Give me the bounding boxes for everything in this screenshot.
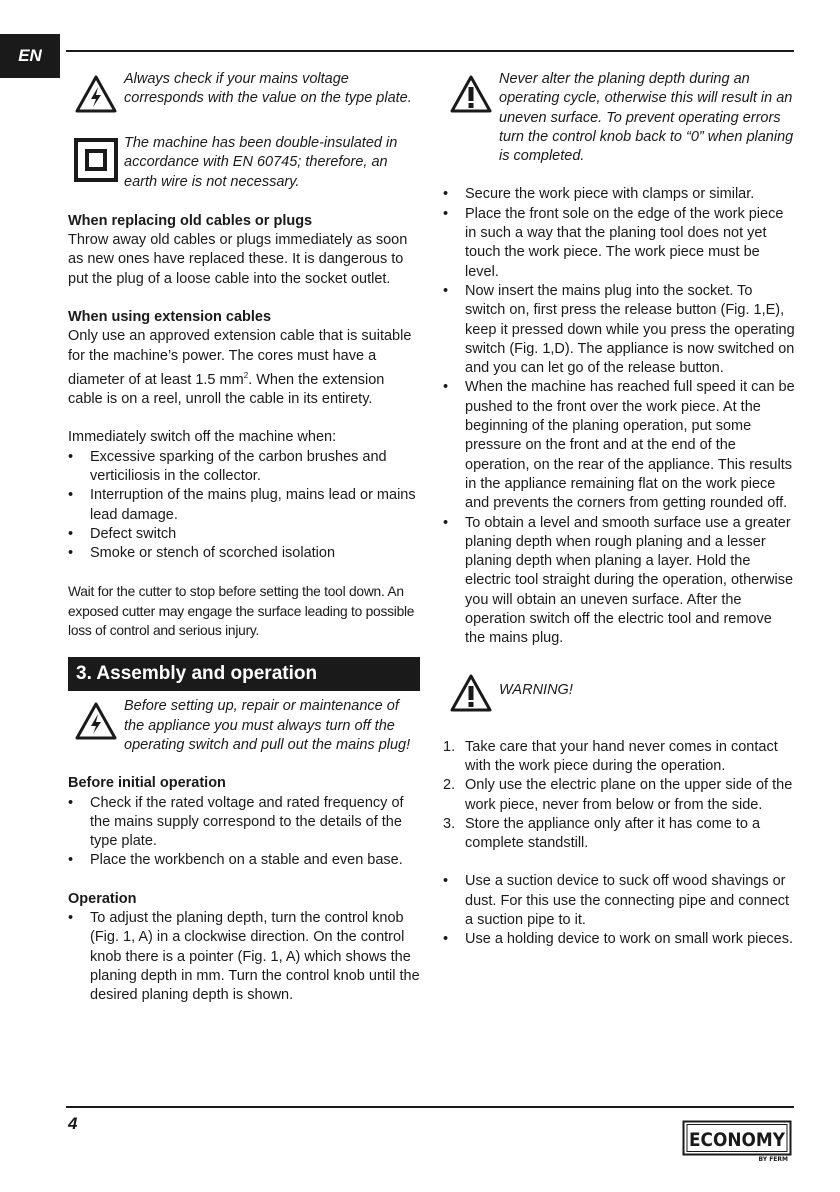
list-item: • Use a holding device to work on small work pieces. (443, 931, 794, 948)
left-column (68, 70, 420, 1006)
extension-text-part2: . When the extension cable is on a reel, unroll the cable in its entirety. (68, 371, 385, 408)
footer-rule (66, 1106, 794, 1108)
cutter-warning: Wait for the cutter to stop before setting the tool down. An exposed cutter may engage the surface leading to possible loss of control and serious injury. (68, 584, 415, 639)
logo-sub-text: BY FERM (758, 1156, 788, 1162)
list-item: • To adjust the planing depth, turn the control knob (Fig. 1, A) in a clockwise direction. On the control knob there is a pointer (Fig. 1, A) which shows the planing depth in mm. Turn the control knob until the desired planing depth is shown. (68, 910, 420, 1004)
right-column (443, 70, 795, 950)
list-item: 1. Take care that your hand never comes in contact with the work piece during the operation. (443, 738, 778, 774)
superscript: 2 (243, 370, 249, 380)
list-item: • Place the front sole on the edge of the work piece in such a way that the planing tool does not yet touch the work piece. The work piece must be level. (443, 205, 784, 280)
procedure-list (443, 185, 795, 648)
list-item: • Use a suction device to suck off wood shavings or dust. For this use the connecting pipe and connect a suction pipe to it. (443, 873, 790, 928)
list-item: 3. Store the appliance only after it has come to a complete standstill. (443, 815, 761, 852)
warning-label: WARNING! (499, 681, 573, 698)
double-insulation-note (68, 134, 420, 192)
maintenance-note-text: Before setting up, repair or maintenance of the appliance you must always turn off the operating switch and pull out the mains plug! (124, 698, 411, 753)
operation-list (68, 909, 420, 1005)
high-voltage-warning-icon (68, 70, 124, 114)
initial-operation-list (68, 794, 420, 871)
list-item: • Secure the work piece with clamps or similar. (443, 186, 755, 203)
double-insulation-text: The machine has been double-insulated in accordance with EN 60745; therefore, an earth wire is not necessary. (124, 135, 398, 190)
list-item: • Defect switch (68, 525, 177, 542)
extra-list (443, 872, 795, 949)
language-tab: EN (0, 34, 60, 78)
cables-heading: When replacing old cables or plugs (68, 212, 313, 229)
logo-main-text: ECONOMY (689, 1129, 786, 1151)
list-item: • Now insert the mains plug into the socket. To switch on, first press the release button (Fig. 1,E), keep it pressed down while you press the operating switch (Fig. 1,D). The appliance is now switched on and you can let go of the release button. (443, 282, 795, 377)
high-voltage-warning-icon (68, 697, 124, 741)
list-item: • To obtain a level and smooth surface use a greater planing depth when rough planing and a lesser planing depth when planing a layer. Hold the electric tool straight during the operation, otherwise you will obtain an uneven surface. After the operation switch off the electric tool and remove the mains plug. (443, 514, 794, 647)
list-item: • Check if the rated voltage and rated frequency of the mains supply correspond to the details of the type plate. (68, 794, 404, 850)
page-number: 4 (68, 1114, 78, 1133)
caution-exclamation-icon (443, 669, 499, 713)
section-title: 3. Assembly and operation (68, 657, 420, 691)
caution-exclamation-icon (443, 70, 499, 114)
voltage-note-text: Always check if your mains voltage corresponds with the value on the type plate. (124, 71, 412, 107)
economy-logo (682, 1120, 792, 1167)
warning-note (443, 669, 795, 713)
voltage-note (68, 70, 420, 114)
initial-operation-heading: Before initial operation (68, 775, 226, 792)
numbered-list (443, 738, 795, 854)
operation-heading: Operation (68, 890, 137, 907)
extension-text-part1: Only use an approved extension cable that is suitable for the machine’s power. The cores must have a diameter of at least 1.5 mm (68, 328, 412, 388)
list-item: 2. Only use the electric plane on the upper side of the work piece, never from below or from the side. (443, 777, 793, 813)
maintenance-note (68, 697, 420, 755)
cables-text: Throw away old cables or plugs immediately as soon as new ones have replaced these. It is dangerous to put the plug of a loose cable into the socket outlet. (68, 232, 408, 287)
planing-depth-note-text: Never alter the planing depth during an operating cycle, otherwise this will result in an uneven surface. To prevent operating errors turn the control knob back to “0” when planing is completed. (499, 71, 794, 165)
list-item: • When the machine has reached full speed it can be pushed to the front over the work piece. At the beginning of the planing operation, put some pressure on the front and at the end of the operation, on the rear of the appliance. This results in the appliance remaining flat on the work piece and prevents the corners from getting rounded off. (443, 379, 795, 512)
list-item: • Excessive sparking of the carbon brushes and verticiliosis in the collector. (68, 448, 387, 484)
header-rule (66, 50, 794, 52)
planing-depth-note (443, 70, 795, 166)
list-item: • Place the workbench on a stable and even base. (68, 852, 403, 869)
switch-off-list (68, 448, 420, 564)
double-insulation-icon (68, 134, 124, 182)
list-item: • Smoke or stench of scorched isolation (68, 545, 336, 562)
switch-off-intro: Immediately switch off the machine when: (68, 429, 337, 446)
list-item: • Interruption of the mains plug, mains lead or mains lead damage. (68, 487, 416, 523)
extension-text (68, 327, 420, 409)
extension-heading: When using extension cables (68, 309, 272, 326)
